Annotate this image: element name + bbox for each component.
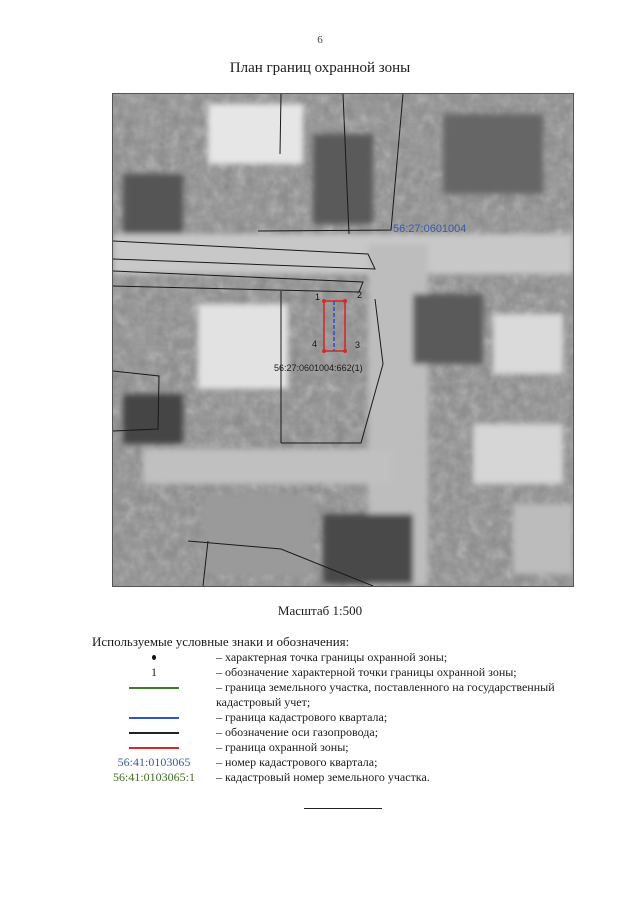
legend-line-icon bbox=[129, 717, 179, 719]
legend-description: – характерная точка границы охранной зоны; bbox=[216, 650, 448, 664]
satellite-map-image bbox=[113, 94, 573, 586]
legend-item bbox=[92, 650, 612, 665]
legend-symbol bbox=[92, 710, 216, 725]
page-title: План границ охранной зоны bbox=[229, 60, 411, 76]
legend-symbol bbox=[92, 770, 216, 785]
legend-symbol bbox=[92, 650, 216, 665]
legend-item bbox=[92, 770, 612, 785]
legend bbox=[92, 650, 612, 785]
parcel-number-label: 56:27:0601004:662(1) bbox=[274, 363, 363, 373]
legend-symbol-text: 1 bbox=[151, 665, 157, 679]
legend-item bbox=[92, 740, 612, 755]
legend-item bbox=[92, 725, 612, 740]
legend-line-icon bbox=[129, 732, 179, 734]
point-dot-icon bbox=[152, 655, 156, 660]
legend-symbol bbox=[92, 740, 216, 755]
scale-caption: Масштаб 1:500 bbox=[277, 603, 363, 618]
point-label-1: 1 bbox=[315, 292, 321, 302]
legend-symbol bbox=[92, 755, 216, 770]
page-number: 6 bbox=[317, 34, 323, 46]
legend-item bbox=[92, 680, 612, 710]
legend-description: – обозначение характерной точки границы охранной зоны; bbox=[216, 665, 517, 679]
point-label-4: 4 bbox=[312, 339, 318, 349]
legend-description: – граница охранной зоны; bbox=[216, 740, 349, 754]
legend-description: – обозначение оси газопровода; bbox=[216, 725, 379, 739]
point-label-2: 2 bbox=[357, 290, 363, 300]
legend-description: – граница земельного участка, поставленного на государственный кадастровый учет; bbox=[216, 680, 555, 709]
legend-description: – граница кадастрового квартала; bbox=[216, 710, 388, 724]
end-divider bbox=[304, 808, 382, 809]
quarter-number-label: 56:27:0601004 bbox=[393, 223, 467, 235]
legend-item bbox=[92, 710, 612, 725]
legend-symbol bbox=[92, 665, 216, 680]
cadastral-map bbox=[112, 93, 574, 587]
legend-description: – номер кадастрового квартала; bbox=[216, 755, 378, 769]
legend-symbol-text: 56:41:0103065 bbox=[117, 755, 191, 769]
legend-item bbox=[92, 665, 612, 680]
legend-symbol bbox=[92, 680, 216, 695]
legend-line-icon bbox=[129, 687, 179, 689]
legend-item bbox=[92, 755, 612, 770]
legend-description: – кадастровый номер земельного участка. bbox=[216, 770, 430, 784]
legend-line-icon bbox=[129, 747, 179, 749]
legend-symbol bbox=[92, 725, 216, 740]
legend-symbol-text: 56:41:0103065:1 bbox=[112, 770, 195, 784]
legend-heading: Используемые условные знаки и обозначения: bbox=[92, 634, 350, 649]
point-label-3: 3 bbox=[355, 340, 361, 350]
